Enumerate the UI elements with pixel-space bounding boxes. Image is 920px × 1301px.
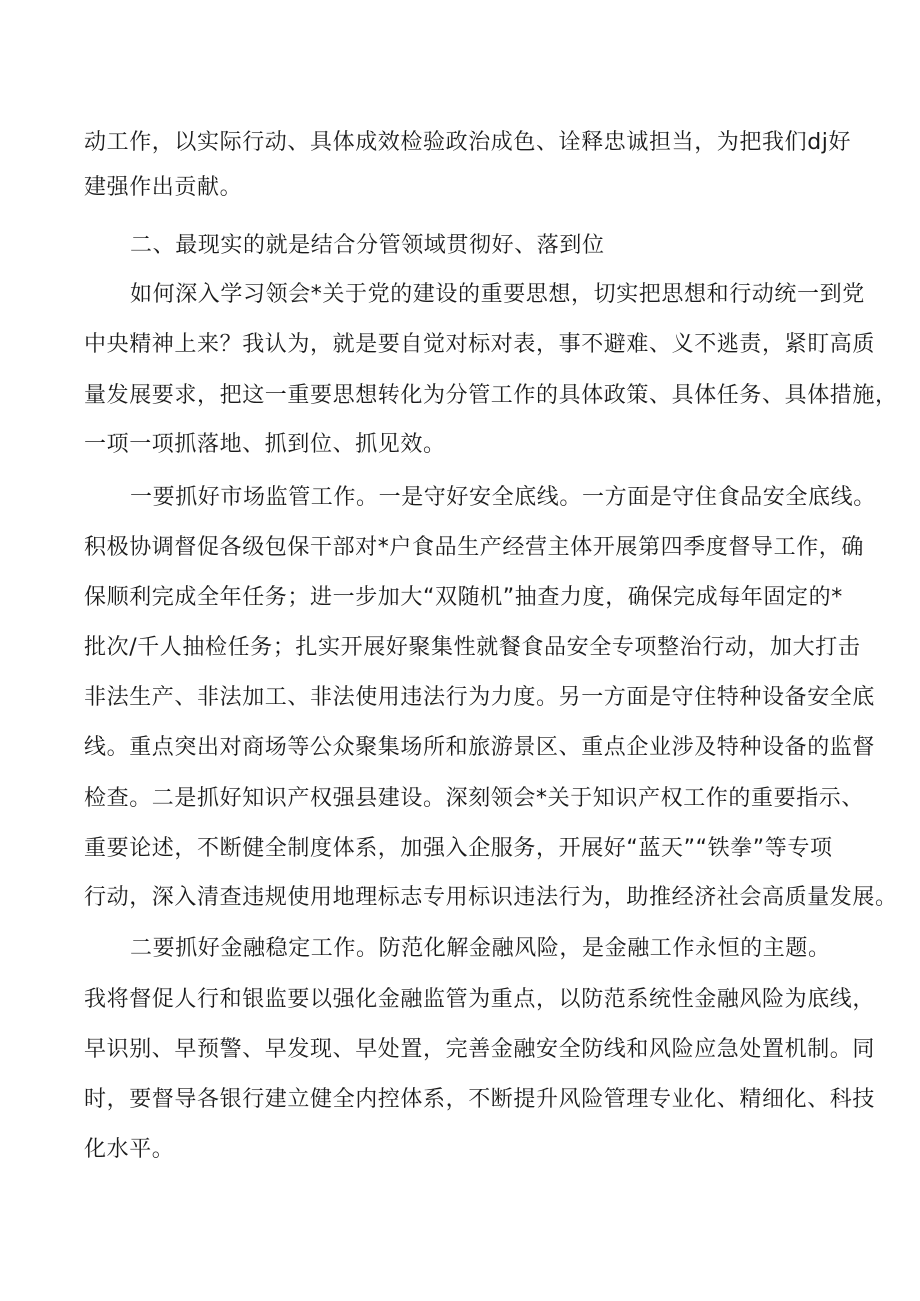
text-line: 我将督促人行和银监要以强化金融监管为重点，以防范系统性金融风险为底线，	[84, 987, 876, 1012]
text-line: 非法生产、非法加工、非法使用违法行为力度。另一方面是守住特种设备安全底	[84, 685, 876, 710]
text-line: 早识别、早预警、早发现、早处置，完善金融安全防线和风险应急处置机制。同	[84, 1037, 876, 1062]
text-line: 检查。二是抓好知识产权强县建设。深刻领会*关于知识产权工作的重要指示、	[84, 786, 865, 811]
text-line: 时，要督导各银行建立健全内控体系，不断提升风险管理专业化、精细化、科技	[84, 1087, 876, 1112]
text-line: 二要抓好金融稳定工作。防范化解金融风险，是金融工作永恒的主题。	[130, 936, 831, 961]
text-line: 建强作出贡献。	[84, 175, 243, 200]
text-line: 积极协调督促各级包保干部对*户食品生产经营主体开展第四季度督导工作，确	[84, 535, 865, 560]
text-line: 量发展要求，把这一重要思想转化为分管工作的具体政策、具体任务、具体措施，	[84, 383, 898, 408]
text-line: 批次/千人抽检任务；扎实开展好聚集性就餐食品安全专项整治行动，加大打击	[84, 635, 861, 660]
text-line: 如何深入学习领会*关于党的建设的重要思想，切实把思想和行动统一到党	[130, 282, 865, 307]
text-line: 动工作，以实际行动、具体成效检验政治成色、诠释忠诚担当，为把我们dj好	[84, 130, 852, 155]
text-line: 一要抓好市场监管工作。一是守好安全底线。一方面是守住食品安全底线。	[130, 485, 876, 510]
text-line: 保顺利完成全年任务；进一步加大“双随机”抽查力度，确保完成每年固定的*	[84, 585, 843, 610]
text-line: 一项一项抓落地、抓到位、抓见效。	[84, 432, 446, 457]
section-heading: 二、最现实的就是结合分管领域贯彻好、落到位	[130, 233, 605, 258]
text-line: 化水平。	[84, 1137, 175, 1162]
text-line: 线。重点突出对商场等公众聚集场所和旅游景区、重点企业涉及特种设备的监督	[84, 735, 876, 760]
text-line: 中央精神上来？我认为，就是要自觉对标对表，事不避难、义不逃责，紧盯高质	[84, 332, 876, 357]
text-line: 重要论述，不断健全制度体系，加强入企服务，开展好“蓝天”“铁拳”等专项	[84, 836, 833, 861]
text-line: 行动，深入清查违规使用地理标志专用标识违法行为，助推经济社会高质量发展。	[84, 885, 898, 910]
